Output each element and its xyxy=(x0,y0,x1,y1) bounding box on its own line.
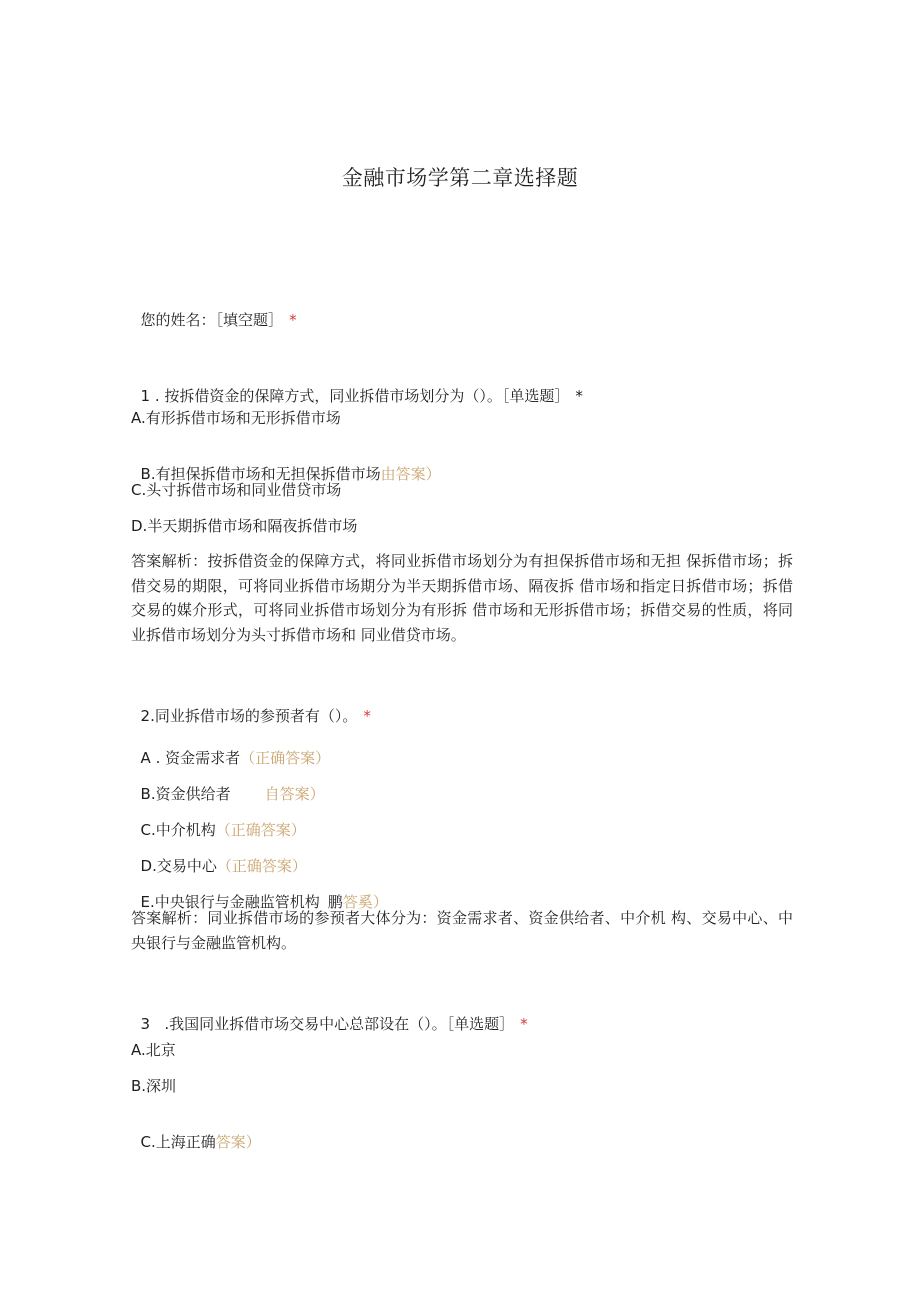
q2-option-c-text: C.中介机构 xyxy=(140,821,216,839)
q2-option-c[interactable] xyxy=(131,800,306,840)
name-question-label: 您的姓名：［填空题］ xyxy=(140,311,284,329)
correct-answer-mark: （正确答案） xyxy=(240,749,331,767)
q2-option-a[interactable] xyxy=(131,728,330,768)
question-1-stem xyxy=(131,366,583,406)
q2-option-d[interactable] xyxy=(131,836,307,876)
q2-option-b-text: B.资金供给者 xyxy=(140,785,231,803)
correct-answer-mark: 答案） xyxy=(215,1133,261,1151)
q2-option-d-text: D.交易中心 xyxy=(140,857,217,875)
required-star: * xyxy=(289,311,297,329)
required-star: * xyxy=(520,1015,528,1033)
q1-option-b[interactable] xyxy=(131,444,441,484)
question-3-text: 3 .我国同业拆借市场交易中心总部设在（）。［单选题］ xyxy=(140,1015,515,1033)
q1-option-c[interactable]: C.头寸拆借市场和同业借贷市场 xyxy=(131,481,342,499)
q1-option-a[interactable]: A.有形拆借市场和无形拆借市场 xyxy=(131,409,341,427)
q1-explanation: 答案解析：按拆借资金的保障方式，将同业拆借市场划分为有担保拆借市场和无担 保拆借市场；拆借交易的期限，可将同业拆借市场期分为半天期拆借市场、隔夜拆 借市场和指定日拆借市场；拆借交易的媒介形式，可将同业拆借市场划分为有形拆 借市场和无形拆借市场；拆借交易的性质，将同业拆借市场划分为头寸拆借市场和 同业借贷市场。 xyxy=(131,552,793,644)
q2-explanation: 答案解析：同业拆借市场的参预者大体分为：资金需求者、资金供给者、中介机 构、交易中心、中央银行与金融监管机构。 xyxy=(131,909,793,952)
correct-answer-mark: 自答案） xyxy=(264,785,325,803)
page-title: 金融市场学第二章选择题 xyxy=(341,166,579,190)
correct-answer-mark: 答奚） xyxy=(342,893,388,911)
question-1-text: 1 . 按拆借资金的保障方式，同业拆借市场划分为（）。［单选题］ xyxy=(140,387,570,405)
question-2-stem xyxy=(131,686,371,726)
question-3-stem xyxy=(131,994,528,1034)
q3-option-c[interactable] xyxy=(131,1112,261,1152)
q3-option-b[interactable]: B.深圳 xyxy=(131,1077,177,1095)
correct-answer-mark: （正确答案） xyxy=(215,821,306,839)
correct-answer-mark: 由答案） xyxy=(380,465,441,483)
required-star: * xyxy=(575,387,583,405)
question-2-text: 2.同业拆借市场的参预者有（）。 xyxy=(140,707,358,725)
q2-option-e-text: E.中央银行与金融监管机构 xyxy=(140,893,320,911)
q1-option-b-text: B.有担保拆借市场和无担保拆借市场 xyxy=(140,465,381,483)
q2-option-b[interactable] xyxy=(131,764,325,804)
q2-option-e-prefix: 鹏 xyxy=(327,893,343,911)
q2-option-a-text: A . 资金需求者 xyxy=(140,749,241,767)
q1-option-d[interactable]: D.半天期拆借市场和隔夜拆借市场 xyxy=(131,517,358,535)
name-question xyxy=(131,290,297,330)
required-star: * xyxy=(363,707,371,725)
correct-answer-mark: （正确答案） xyxy=(216,857,307,875)
q3-option-a[interactable]: A.北京 xyxy=(131,1041,176,1059)
q3-option-c-text: C.上海正确 xyxy=(140,1133,216,1151)
